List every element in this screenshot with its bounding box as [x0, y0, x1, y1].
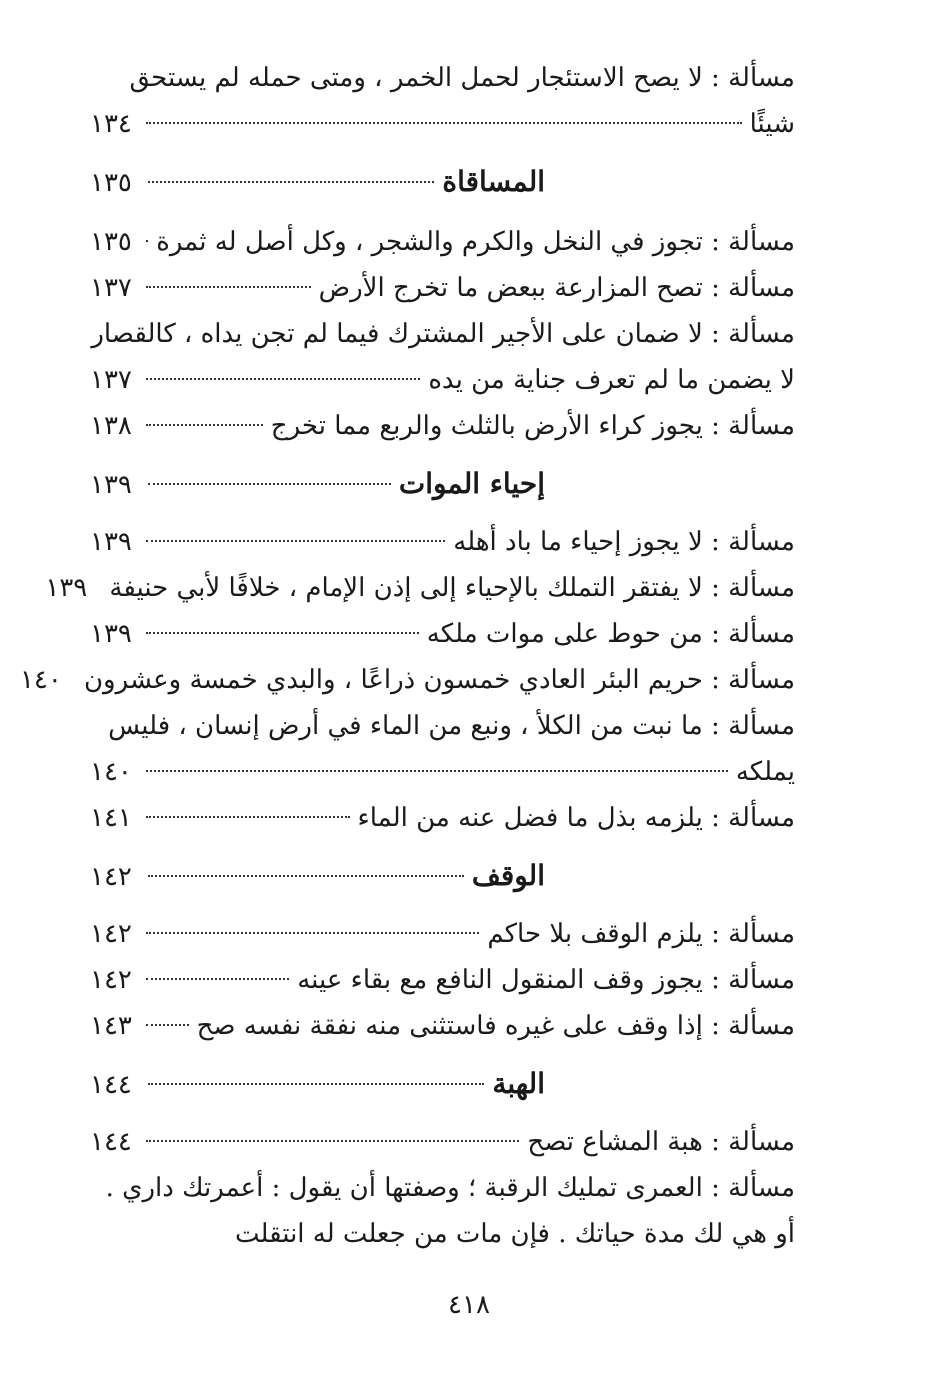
page-ref: ١٤٤ — [90, 1127, 132, 1157]
entry-text: مسألة : لا يفتقر التملك بالإحياء إلى إذن الإمام ، خلافًا لأبي حنيفة — [109, 573, 795, 603]
section-heading — [90, 1064, 795, 1105]
entry-text: لا يضمن ما لم تعرف جناية من يده — [428, 365, 795, 395]
page-ref: ١٣٩ — [90, 470, 132, 500]
page-ref: ١٤٢ — [90, 862, 132, 892]
entry-text: مسألة : حريم البئر العادي خمسون ذراعًا ، والبدي خمسة وعشرون — [83, 665, 795, 695]
page-ref: ١٣٩ — [90, 619, 132, 649]
entry-text: مسألة : يجوز كراء الأرض بالثلث والربع مما تخرج — [270, 411, 795, 441]
toc-entry — [90, 706, 795, 746]
toc-entry — [45, 568, 795, 608]
entry-text: أو هي لك مدة حياتك . فإن مات من جعلت له انتقلت — [234, 1219, 795, 1249]
page-ref: ١٣٥ — [90, 227, 132, 257]
page-ref: ١٤٢ — [90, 965, 132, 995]
entry-text: مسألة : العمرى تمليك الرقبة ؛ وصفتها أن يقول : أعمرتك داري . — [105, 1173, 795, 1203]
entry-text: مسألة : تصح المزارعة ببعض ما تخرج الأرض — [318, 273, 795, 303]
toc-entry — [90, 1214, 887, 1254]
page-ref: ١٣٩ — [45, 573, 88, 603]
toc-entry — [90, 406, 795, 446]
toc-entry — [90, 1168, 795, 1208]
leader-dots — [146, 122, 742, 124]
toc-entry — [90, 798, 795, 838]
toc-entry — [90, 314, 795, 354]
entry-text: مسألة : ما نبت من الكلأ ، ونبع من الماء في أرض إنسان ، فليس — [108, 711, 795, 741]
toc-entry — [19, 660, 795, 700]
entry-text: يملكه — [735, 757, 795, 787]
leader-dots — [146, 424, 263, 426]
page-ref: ١٤٣ — [90, 1011, 132, 1041]
toc-entry — [90, 104, 887, 144]
entry-text: مسألة : إذا وقف على غيره فاستثنى منه نفقة نفسه صح — [196, 1011, 795, 1041]
leader-dots — [148, 1083, 484, 1085]
toc-entry — [90, 360, 887, 400]
leader-dots — [146, 978, 289, 980]
heading-text: إحياء الموات — [398, 467, 545, 500]
entry-text: مسألة : هبة المشاع تصح — [527, 1127, 795, 1157]
page-ref: ١٣٧ — [90, 273, 132, 303]
leader-dots — [146, 540, 445, 542]
heading-text: الهبة — [492, 1067, 545, 1100]
page-number: ٤١٨ — [448, 1290, 490, 1320]
leader-dots — [148, 181, 434, 183]
leader-dots — [148, 875, 464, 877]
page-ref: ١٤٠ — [19, 665, 62, 695]
entry-text: مسألة : يلزمه بذل ما فضل عنه من الماء — [357, 803, 795, 833]
toc-entry — [90, 1122, 795, 1162]
section-heading — [90, 856, 795, 897]
entry-text: شيئًا — [749, 109, 795, 139]
page-ref: ١٣٥ — [90, 168, 132, 198]
entry-text: مسألة : من حوط على موات ملكه — [426, 619, 795, 649]
page-ref: ١٤٤ — [90, 1070, 132, 1100]
entry-text: مسألة : لا ضمان على الأجير المشترك فيما لم تجن يداه ، كالقصار — [91, 319, 795, 349]
leader-dots — [146, 632, 419, 634]
leader-dots — [146, 1140, 519, 1142]
page-ref: ١٤٢ — [90, 919, 132, 949]
entry-text: مسألة : يجوز وقف المنقول النافع مع بقاء عينه — [297, 965, 795, 995]
section-heading — [90, 162, 795, 203]
toc-entry — [90, 960, 795, 1000]
entry-text: مسألة : لا يصح الاستئجار لحمل الخمر ، ومتى حمله لم يستحق — [129, 63, 795, 93]
leader-dots — [148, 483, 391, 485]
toc-entry — [90, 614, 795, 654]
toc-entry — [90, 522, 795, 562]
page-ref: ١٣٤ — [90, 109, 132, 139]
toc-entry — [90, 752, 887, 792]
toc-entry — [90, 1006, 795, 1046]
leader-dots — [146, 1024, 189, 1026]
leader-dots — [146, 770, 728, 772]
heading-text: المساقاة — [442, 165, 545, 198]
section-heading — [90, 464, 795, 505]
leader-dots — [146, 286, 311, 288]
entry-text: مسألة : تجوز في النخل والكرم والشجر ، وكل أصل له ثمرة — [156, 227, 795, 257]
leader-dots — [146, 240, 148, 242]
page-ref: ١٣٧ — [90, 365, 132, 395]
toc-entry — [90, 58, 795, 98]
leader-dots — [146, 816, 350, 818]
page-ref: ١٣٨ — [90, 411, 132, 441]
toc-entry — [90, 222, 795, 262]
toc-entry — [90, 914, 795, 954]
page-ref: ١٤٠ — [90, 757, 132, 787]
leader-dots — [146, 932, 479, 934]
leader-dots — [146, 378, 420, 380]
heading-text: الوقف — [471, 859, 545, 892]
entry-text: مسألة : يلزم الوقف بلا حاكم — [487, 919, 795, 949]
toc-entry — [90, 268, 795, 308]
page-ref: ١٤١ — [90, 803, 132, 833]
entry-text: مسألة : لا يجوز إحياء ما باد أهله — [453, 527, 795, 557]
page-ref: ١٣٩ — [90, 527, 132, 557]
